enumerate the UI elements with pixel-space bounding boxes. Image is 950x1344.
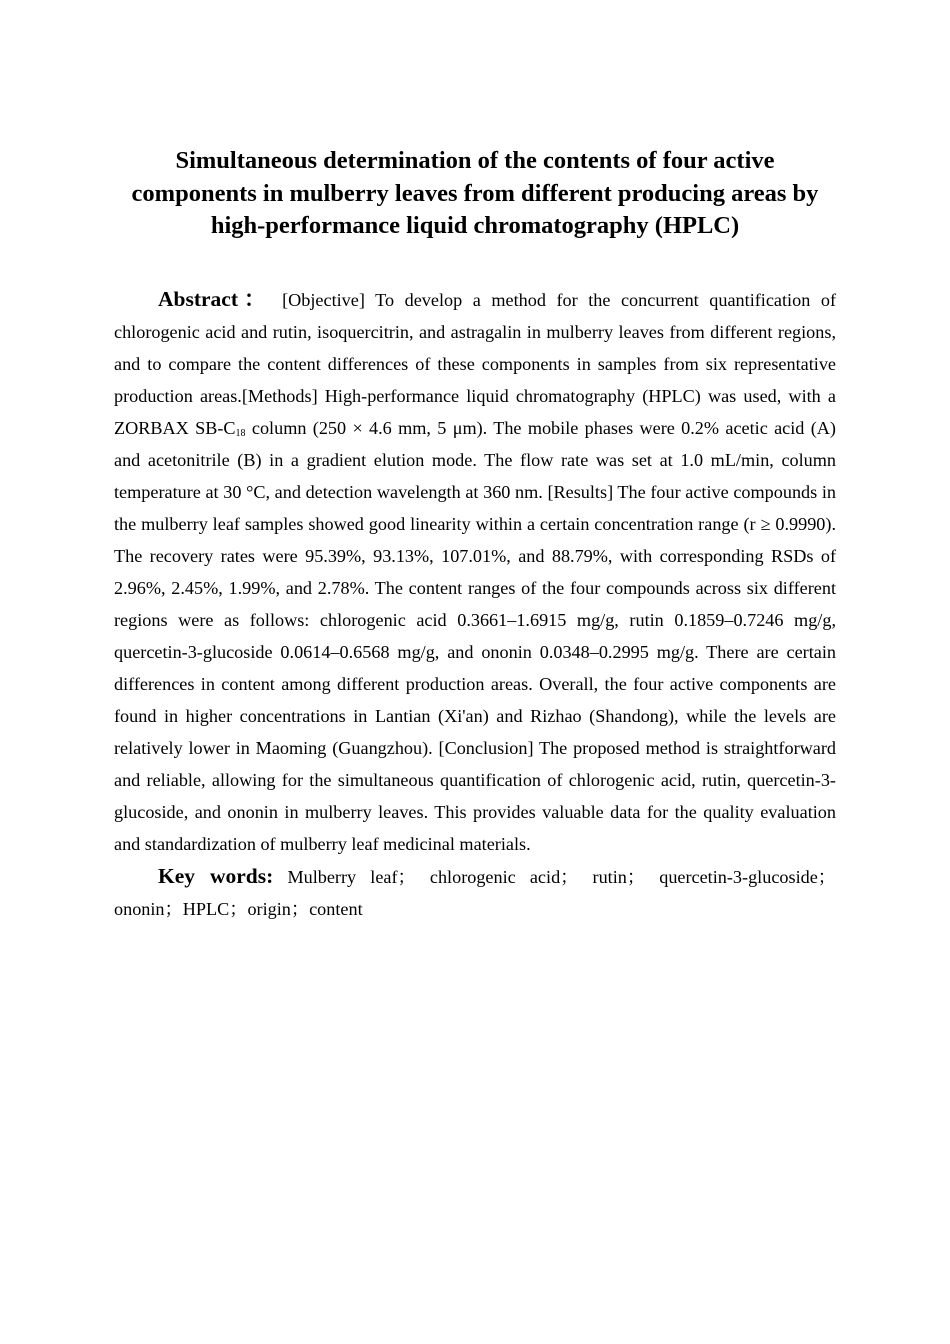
abstract-subscript: 18 [235,427,246,439]
keywords-label: Key words: [158,863,274,888]
abstract-text-part1: [Objective] To develop a method for the concurrent quantification of chlorogenic acid and rutin, isoquercitrin, and astragalin in mulberry leaves from different regions, and to compare the content differences of these components in samples from six representative production areas.[Methods] High-performance liquid chromatography (HPLC) was used, with a ZORBAX SB-C [114,289,836,438]
keyword-separator: ； [626,866,646,887]
keyword-separator: ； [164,898,183,919]
keyword-item: content [309,898,363,919]
keyword-separator: ； [817,866,836,887]
title-line-1: Simultaneous determination of the contents of four active [175,147,775,174]
keyword-item: Mulberry leaf [287,866,398,887]
keyword-item: quercetin-3-glucoside [659,866,818,887]
keyword-item: origin [247,898,291,919]
keyword-item: ononin [114,898,165,919]
paper-title [114,145,836,243]
keyword-item: chlorogenic acid [429,866,561,887]
keywords-paragraph [114,860,836,925]
keyword-separator: ； [229,898,248,919]
keyword-separator: ； [397,866,416,887]
abstract-colon: ： [238,286,272,311]
paper-page [114,145,836,925]
abstract-label: Abstract [158,286,239,311]
keyword-item: HPLC [182,898,230,919]
keyword-item: rutin [592,866,627,887]
abstract-paragraph [114,283,836,860]
keyword-separator: ； [290,898,310,919]
abstract-text-part2: column (250 × 4.6 mm, 5 μm). The mobile phases were 0.2% acetic acid (A) and acetonitrile (B) in a gradient elution mode. The flow rate was set at 1.0 mL/min, column temperature at 30 °C, and detection wavelength at 360 nm. [Results] The four active compounds in the mulberry leaf samples showed good linearity within a certain concentration range (r ≥ 0.9990). The recovery rates were 95.39%, 93.13%, 107.01%, and 88.79%, with corresponding RSDs of 2.96%, 2.45%, 1.99%, and 2.78%. The content ranges of the four compounds across six different regions were as follows: chlorogenic acid 0.3661–1.6915 mg/g, rutin 0.1859–0.7246 mg/g, quercetin-3-glucoside 0.0614–0.6568 mg/g, and ononin 0.0348–0.2995 mg/g. There are certain differences in content among different production areas. Overall, the four active components are found in higher concentrations in Lantian (Xi'an) and Rizhao (Shandong), while the levels are relatively lower in Maoming (Guangzhou). [Conclusion] The proposed method is straightforward and reliable, allowing for the simultaneous quantification of chlorogenic acid, rutin, quercetin-3-glucoside, and ononin in mulberry leaves. This provides valuable data for the quality evaluation and standardization of mulberry leaf medicinal materials. [114,417,836,854]
keyword-separator: ； [560,866,579,887]
title-line-2: components in mulberry leaves from different producing areas by [131,179,819,207]
title-line-3: high-performance liquid chromatography (HPLC) [210,212,740,239]
